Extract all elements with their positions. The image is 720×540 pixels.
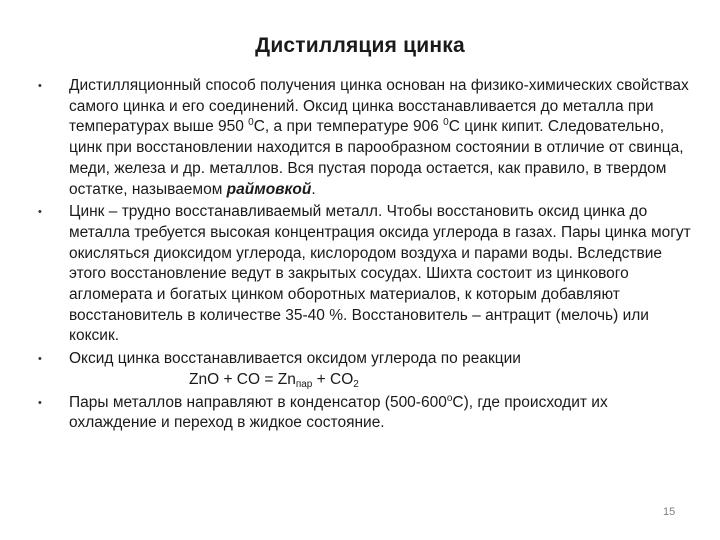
bullet-dot-icon: • bbox=[38, 396, 42, 409]
bullet-item-reaction bbox=[38, 349, 694, 390]
reaction-plus: + CO bbox=[312, 370, 354, 388]
paragraph-text: Дистилляционный способ получения цинка основан на физико-химических свойствах самого цинка и его соединений. Оксид цинка восстанавливается до металла при температурах выше 950 bbox=[69, 77, 689, 136]
bullet-item-reduction-difficulty bbox=[38, 202, 694, 347]
reaction-main: ZnO + CO = Zn bbox=[189, 370, 296, 388]
degree-superscript: 0 bbox=[248, 117, 254, 129]
bullet-list bbox=[38, 76, 694, 436]
bullet-dot-icon: • bbox=[38, 80, 42, 92]
paragraph-text: Пары металлов направляют в конденсатор (500-600 bbox=[69, 393, 447, 411]
paragraph-text: С цинк кипит. Следовательно, цинк при восстановлении находится в парообразном состоянии в отличие от свинца, меди, железа и др. металлов. Вся пустая порода остается, как правило, в твердом остатке, называемом bbox=[69, 118, 684, 198]
bullet-dot-icon: • bbox=[38, 206, 42, 219]
paragraph-text: С), где происходит их охлаждение и переход в жидкое состояние. bbox=[69, 393, 608, 432]
slide-title: Дистилляция цинка bbox=[255, 34, 465, 57]
paragraph-text: Цинк – трудно восстанавливаемый металл. Чтобы восстановить оксид цинка до металла требуется высокая концентрация оксида углерода в газах. Пары цинка могут окисляться диоксидом углерода, кислородом воздуха и парами воды. Вследствие этого восстановление ведут в закрытых сосудах. Шихта состоит из цинкового агломерата и богатых цинком оборотных материалов, к которым добавляют восстановитель в количестве 35-40 %. Восстановитель – антрацит (мелочь) или коксик. bbox=[69, 203, 691, 345]
paragraph-text: . bbox=[311, 180, 316, 198]
degree-superscript: 0 bbox=[443, 117, 449, 129]
degree-superscript: o bbox=[446, 392, 453, 404]
paragraph-text: Оксид цинка восстанавливается оксидом углерода по реакции bbox=[69, 350, 521, 368]
reaction-subscript: пар bbox=[295, 378, 313, 390]
bullet-item-condenser bbox=[38, 393, 694, 434]
bullet-dot-icon: • bbox=[38, 353, 42, 366]
paragraph-text: С, а при температуре 906 bbox=[253, 118, 444, 136]
emphasized-term: раймовкой bbox=[226, 180, 312, 198]
page-number: 15 bbox=[663, 506, 676, 518]
chemical-reaction bbox=[69, 370, 694, 391]
bullet-item-distillation-method bbox=[38, 76, 694, 200]
reaction-subscript: 2 bbox=[353, 378, 359, 390]
